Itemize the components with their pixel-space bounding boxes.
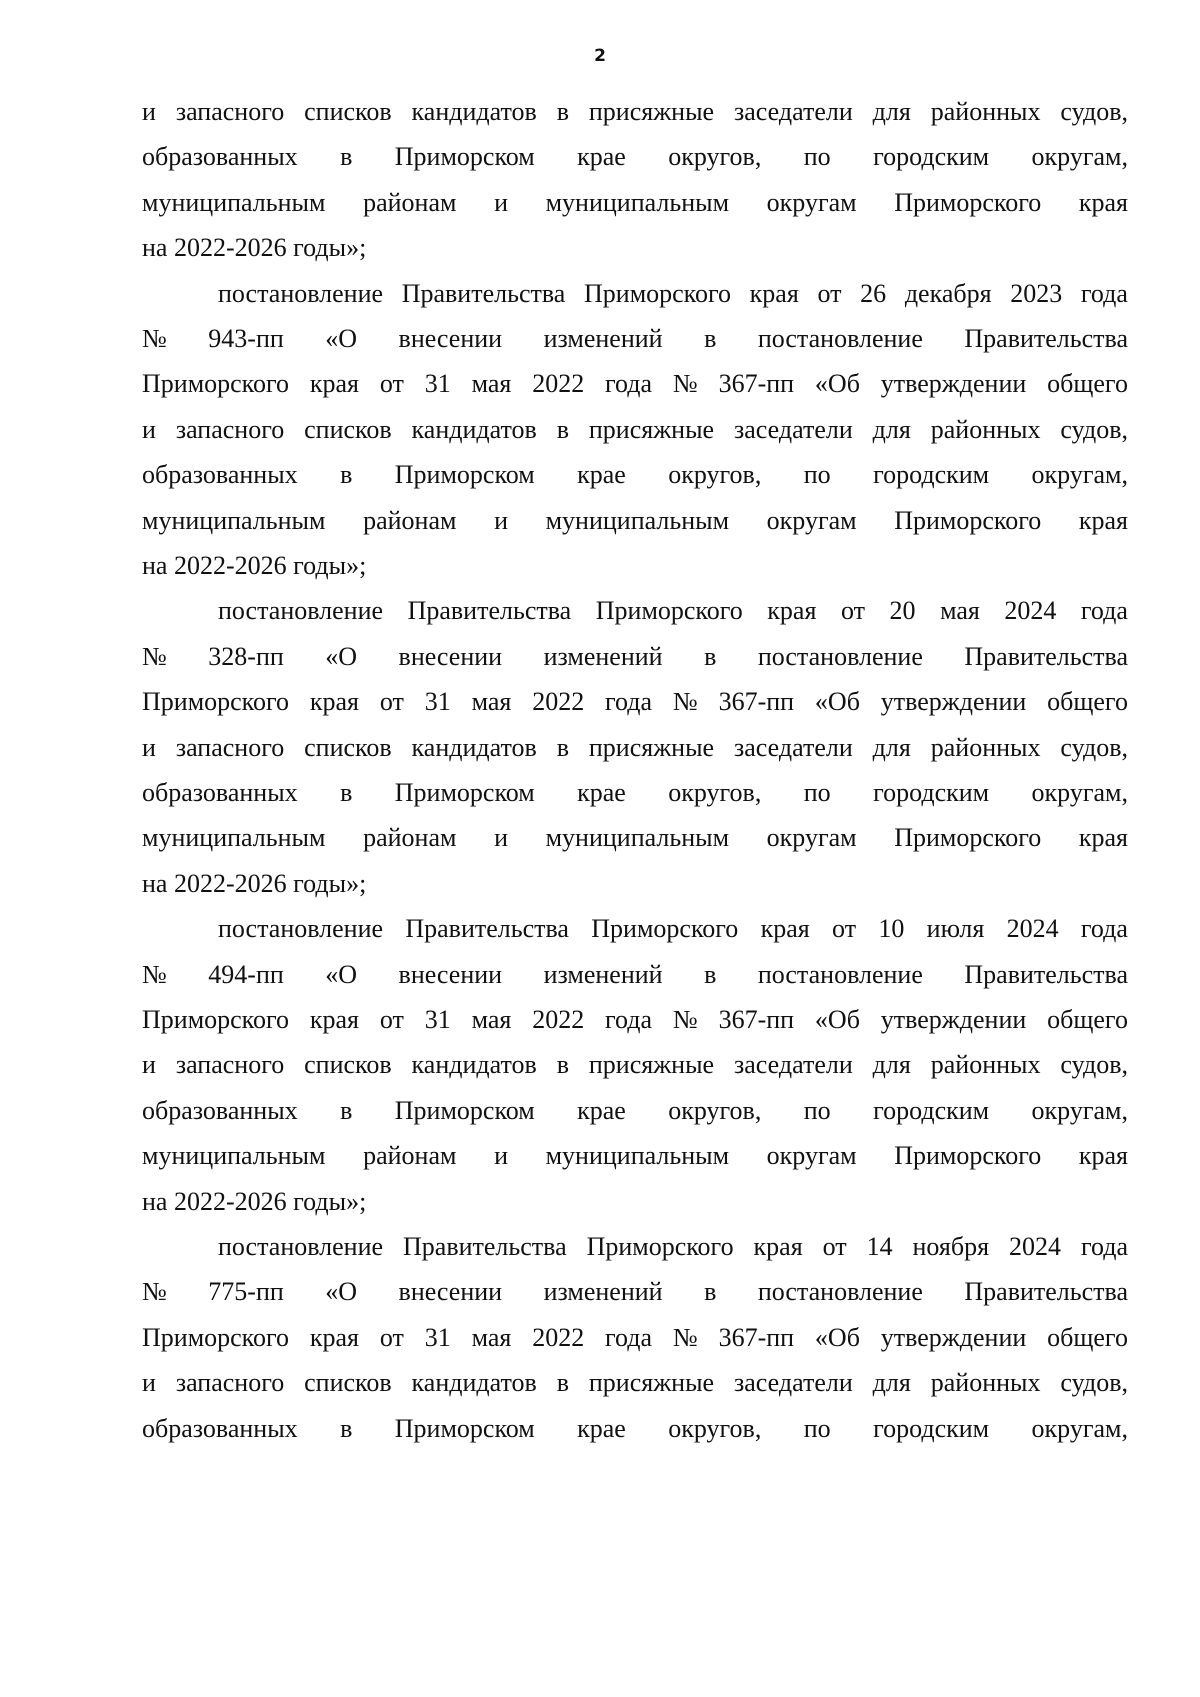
word: округов,	[668, 460, 762, 490]
word: края	[1078, 1141, 1128, 1171]
word: по	[803, 778, 831, 807]
word: городским	[873, 1095, 990, 1125]
word: года	[605, 369, 653, 399]
word: кандидатов	[411, 414, 537, 444]
text-line	[142, 642, 1128, 672]
word: края	[309, 369, 359, 399]
word: городским	[873, 460, 990, 490]
word: общего	[1047, 687, 1128, 717]
text-line	[142, 960, 1128, 990]
word: постановление	[218, 914, 384, 944]
word: 2022	[532, 687, 585, 717]
word: районных	[930, 1050, 1041, 1080]
word: присяжные	[588, 732, 715, 762]
word: года	[1080, 278, 1128, 308]
text-line	[142, 1096, 1128, 1126]
word: в	[556, 732, 569, 762]
word: постановление	[218, 278, 384, 308]
word: общего	[1047, 1005, 1128, 1034]
word: 775-пп	[208, 1277, 284, 1307]
word: судов,	[1060, 97, 1128, 126]
word: края	[309, 1005, 359, 1034]
word: изменений	[543, 1277, 663, 1307]
word: городским	[873, 1413, 990, 1443]
word: года	[605, 1005, 653, 1034]
word: 2024	[1004, 596, 1057, 626]
text-line	[142, 142, 1128, 172]
word: крае	[577, 778, 626, 807]
word: кандидатов	[411, 732, 537, 762]
text-line	[142, 506, 1128, 536]
word: округам,	[1031, 142, 1128, 172]
word: постановление	[757, 641, 923, 671]
word: городским	[873, 778, 990, 807]
word: Правительства	[964, 641, 1128, 671]
word: №	[142, 641, 167, 671]
word: присяжные	[588, 97, 715, 126]
word: 2022	[532, 1005, 585, 1034]
word: 367-пп	[718, 1322, 795, 1352]
word: Приморского	[591, 914, 739, 944]
word: округам,	[1031, 778, 1128, 807]
word: 31	[424, 687, 451, 717]
word: районных	[930, 1368, 1041, 1398]
word: №	[142, 1277, 167, 1307]
word: судов,	[1060, 732, 1128, 762]
word: от	[379, 1005, 404, 1034]
word: и	[494, 1141, 508, 1171]
text-line	[142, 1277, 1128, 1307]
word: ноября	[912, 1232, 990, 1261]
word: списков	[304, 97, 392, 126]
word: образованных	[142, 142, 298, 172]
word: Приморском	[394, 460, 535, 490]
word: от	[840, 596, 865, 626]
word: муниципальным	[545, 505, 730, 535]
word: в	[556, 97, 569, 126]
word: 367-пп	[718, 1005, 795, 1034]
word: муниципальным	[545, 1141, 730, 1171]
word: заседатели	[734, 1050, 853, 1080]
word: постановление	[218, 596, 384, 626]
word: 328-пп	[208, 641, 284, 671]
word: изменений	[543, 959, 663, 989]
word: внесении	[398, 641, 503, 671]
text-line	[142, 415, 1128, 445]
text-line	[218, 279, 1128, 309]
word: округам	[766, 187, 857, 217]
word: в	[556, 414, 569, 444]
word: списков	[304, 1050, 392, 1080]
word: районам	[363, 187, 457, 217]
word: районных	[930, 732, 1041, 762]
word: 2023	[1010, 278, 1063, 308]
word: «Об	[814, 369, 860, 399]
word: в	[340, 460, 353, 490]
word: в	[340, 778, 353, 807]
word: «Об	[814, 1322, 860, 1352]
word: муниципальным	[142, 823, 326, 853]
word: 367-пп	[718, 369, 795, 399]
word: от	[379, 369, 404, 399]
word: края	[749, 278, 799, 308]
word: на 2022-2026 годы»;	[142, 233, 367, 263]
word: от	[822, 1232, 847, 1261]
word: округам,	[1031, 1413, 1128, 1443]
word: края	[309, 687, 359, 717]
word: июля	[926, 914, 985, 944]
word: утверждении	[880, 1005, 1027, 1034]
word: 2022	[532, 369, 585, 399]
word: кандидатов	[411, 1050, 537, 1080]
word: «О	[325, 959, 358, 989]
word: списков	[304, 1368, 392, 1398]
word: округов,	[668, 778, 762, 807]
word: края	[1078, 187, 1128, 217]
word: №	[142, 324, 167, 353]
text-line	[142, 1005, 1128, 1035]
word: 31	[424, 1322, 451, 1352]
word: районам	[363, 1141, 457, 1171]
word: для	[872, 1368, 911, 1398]
word: Правительства	[403, 1232, 567, 1261]
word: запасного	[175, 1368, 285, 1398]
word: 2024	[1006, 914, 1059, 944]
word: Правительства	[964, 1277, 1128, 1307]
word: и	[494, 505, 508, 535]
word: края	[767, 596, 817, 626]
word: Приморского	[894, 505, 1042, 535]
word: округам	[766, 823, 857, 853]
word: мая	[471, 687, 512, 717]
word: по	[803, 1095, 831, 1125]
word: года	[1080, 1232, 1128, 1261]
word: «О	[325, 1277, 358, 1307]
word: присяжные	[588, 1050, 715, 1080]
word: изменений	[543, 324, 663, 353]
word: 367-пп	[718, 687, 795, 717]
word: 14	[866, 1232, 893, 1261]
word: края	[309, 1322, 359, 1352]
word: в	[556, 1368, 569, 1398]
word: года	[1080, 914, 1128, 944]
text-line	[142, 188, 1128, 218]
word: образованных	[142, 1095, 298, 1125]
word: присяжные	[588, 1368, 715, 1398]
word: от	[832, 914, 857, 944]
word: постановление	[218, 1232, 384, 1261]
word: муниципальным	[142, 505, 326, 535]
word: Правительства	[401, 278, 566, 308]
word: на 2022-2026 годы»;	[142, 868, 367, 898]
word: и	[142, 732, 156, 762]
word: районам	[363, 505, 457, 535]
text-line	[142, 1141, 1128, 1171]
word: мая	[471, 1005, 512, 1034]
word: года	[605, 1322, 653, 1352]
word: в	[704, 641, 717, 671]
word: от	[379, 687, 404, 717]
word: округам	[766, 1141, 857, 1171]
word: Приморского	[142, 369, 290, 399]
word: №	[672, 687, 698, 717]
word: «Об	[814, 1005, 860, 1034]
word: округам	[766, 505, 857, 535]
word: «Об	[814, 687, 860, 717]
word: общего	[1047, 369, 1128, 399]
word: кандидатов	[411, 97, 537, 126]
word: муниципальным	[545, 823, 730, 853]
word: заседатели	[734, 97, 853, 126]
word: районных	[930, 97, 1041, 126]
word: крае	[577, 142, 626, 172]
text-line	[142, 233, 1128, 263]
word: для	[872, 97, 911, 126]
text-line	[142, 1050, 1128, 1080]
word: в	[704, 959, 717, 989]
word: Приморского	[894, 187, 1042, 217]
word: 943-пп	[208, 324, 284, 353]
word: крае	[577, 1413, 626, 1443]
word: для	[872, 414, 911, 444]
word: Правительства	[964, 324, 1128, 353]
word: крае	[577, 460, 626, 490]
text-line	[142, 1414, 1128, 1444]
text-line	[142, 869, 1128, 899]
word: края	[760, 914, 810, 944]
word: округов,	[668, 1413, 762, 1443]
word: округам,	[1031, 460, 1128, 490]
word: края	[753, 1232, 803, 1261]
word: запасного	[175, 1050, 285, 1080]
word: №	[672, 1005, 698, 1034]
word: и	[494, 187, 508, 217]
word: №	[672, 369, 698, 399]
word: внесении	[398, 959, 503, 989]
word: заседатели	[734, 414, 853, 444]
word: постановление	[757, 1277, 923, 1307]
word: 31	[424, 1005, 451, 1034]
text-line	[142, 733, 1128, 763]
word: образованных	[142, 460, 298, 490]
word: декабря	[904, 278, 992, 308]
word: №	[142, 959, 167, 989]
word: заседатели	[734, 732, 853, 762]
word: общего	[1047, 1322, 1128, 1352]
word: Приморского	[142, 1322, 290, 1352]
word: образованных	[142, 778, 298, 807]
word: края	[1078, 505, 1128, 535]
word: в	[704, 1277, 717, 1307]
word: в	[704, 324, 717, 353]
word: Приморского	[894, 1141, 1042, 1171]
word: 31	[424, 369, 451, 399]
word: округов,	[668, 1095, 762, 1125]
word: в	[340, 1095, 353, 1125]
word: 20	[889, 596, 916, 626]
word: утверждении	[880, 687, 1027, 717]
word: от	[817, 278, 842, 308]
word: списков	[304, 414, 392, 444]
word: в	[556, 1050, 569, 1080]
word: утверждении	[880, 369, 1027, 399]
word: по	[803, 142, 831, 172]
word: 2024	[1009, 1232, 1062, 1261]
word: запасного	[175, 414, 285, 444]
word: Приморского	[142, 1005, 290, 1034]
word: и	[142, 1368, 156, 1398]
word: постановление	[757, 324, 923, 353]
word: районам	[363, 823, 457, 853]
word: 26	[860, 278, 887, 308]
word: округов,	[668, 142, 762, 172]
word: запасного	[175, 97, 285, 126]
word: заседатели	[734, 1368, 853, 1398]
text-line	[142, 1187, 1128, 1217]
word: крае	[577, 1095, 626, 1125]
word: мая	[471, 1322, 512, 1352]
text-line	[142, 551, 1128, 581]
word: списков	[304, 732, 392, 762]
text-line	[142, 1368, 1128, 1398]
word: образованных	[142, 1413, 298, 1443]
word: муниципальным	[142, 187, 326, 217]
word: судов,	[1060, 1050, 1128, 1080]
word: муниципальным	[142, 1141, 326, 1171]
word: муниципальным	[545, 187, 730, 217]
word: Правительства	[964, 959, 1128, 989]
text-line	[218, 914, 1128, 944]
word: и	[142, 414, 156, 444]
text-line	[142, 97, 1128, 127]
word: «О	[325, 641, 358, 671]
word: Правительства	[407, 596, 572, 626]
word: на 2022-2026 годы»;	[142, 551, 367, 580]
text-line	[142, 460, 1128, 490]
word: и	[142, 1050, 156, 1080]
word: мая	[940, 596, 980, 626]
word: по	[803, 1413, 831, 1443]
text-line	[142, 1323, 1128, 1353]
word: года	[605, 687, 653, 717]
word: 2022	[532, 1322, 585, 1352]
text-line	[142, 778, 1128, 808]
word: Приморском	[394, 778, 535, 807]
text-line	[142, 324, 1128, 354]
word: по	[803, 460, 831, 490]
word: утверждении	[880, 1322, 1027, 1352]
word: Приморском	[394, 1095, 535, 1125]
word: Приморского	[894, 823, 1042, 853]
word: №	[672, 1322, 698, 1352]
word: судов,	[1060, 414, 1128, 444]
word: Приморском	[394, 142, 535, 172]
word: в	[340, 1413, 353, 1443]
word: Приморского	[586, 1232, 734, 1261]
text-line	[218, 1232, 1128, 1262]
word: внесении	[398, 1277, 503, 1307]
word: на 2022-2026 годы»;	[142, 1186, 367, 1216]
text-line	[142, 369, 1128, 399]
word: 10	[878, 914, 905, 944]
word: Правительства	[405, 914, 569, 944]
word: от	[379, 1322, 404, 1352]
page-number: 2	[594, 46, 606, 66]
word: для	[872, 732, 911, 762]
text-line	[218, 596, 1128, 626]
word: Приморском	[394, 1413, 535, 1443]
word: мая	[471, 369, 512, 399]
word: постановление	[757, 959, 923, 989]
word: в	[340, 142, 353, 172]
word: и	[494, 823, 508, 853]
word: для	[872, 1050, 911, 1080]
word: кандидатов	[411, 1368, 537, 1398]
word: 494-пп	[208, 959, 284, 989]
word: округам,	[1031, 1095, 1128, 1125]
word: края	[1078, 823, 1128, 853]
word: года	[1080, 596, 1128, 626]
word: районных	[930, 414, 1041, 444]
word: Приморского	[142, 687, 290, 717]
word: внесении	[398, 324, 503, 353]
word: Приморского	[595, 596, 743, 626]
word: Приморского	[584, 278, 732, 308]
word: изменений	[543, 641, 663, 671]
text-line	[142, 687, 1128, 717]
word: и	[142, 97, 156, 126]
word: запасного	[175, 732, 285, 762]
text-line	[142, 823, 1128, 853]
word: присяжные	[588, 414, 715, 444]
word: судов,	[1060, 1368, 1128, 1398]
word: «О	[325, 324, 358, 353]
word: городским	[873, 142, 990, 172]
